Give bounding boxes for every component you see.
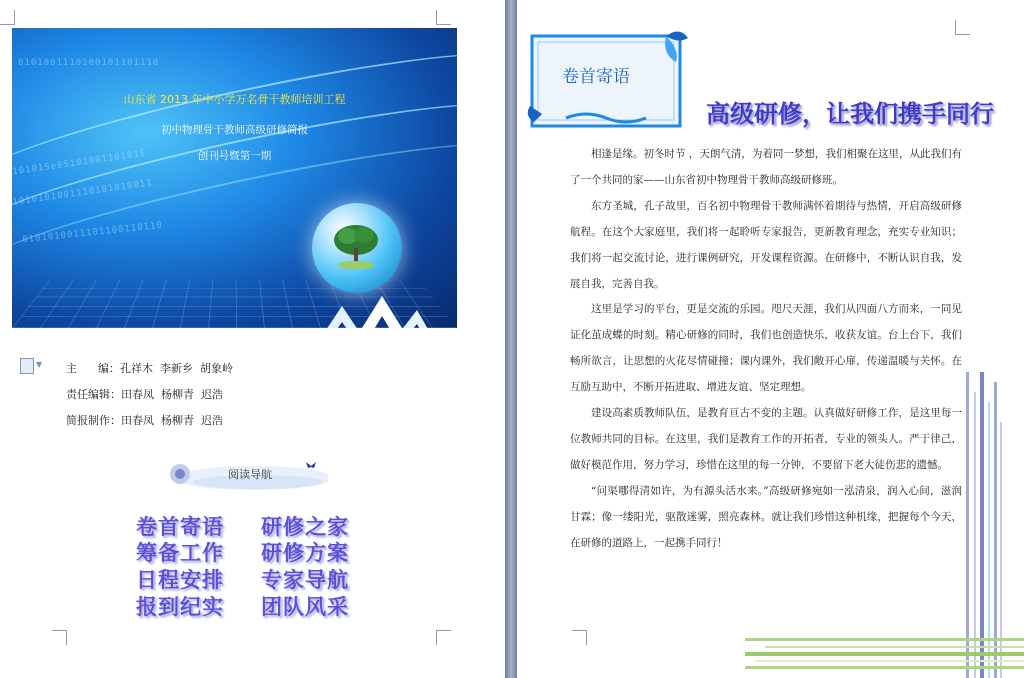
editor-production-line	[66, 412, 223, 428]
page-gap	[505, 0, 517, 678]
crop-mark	[52, 630, 67, 645]
cover-banner	[12, 28, 457, 328]
arrows-graphic	[312, 296, 432, 328]
headline: 高级研修，让我们携手同行	[706, 99, 994, 128]
editor-chief-label: 主 编：	[66, 362, 120, 375]
cover-title-line1: 山东省 2013 年中小学万名骨干教师培训工程	[123, 93, 346, 106]
paragraph: 这里是学习的平台，更是交流的乐园。咫尺天涯，我们从四面八方而来，一同见证化茧成蝶的时刻。精心研修的同时，我们也创造快乐，收获友谊。台上台下，我们畅所欲言，让思想的火花尽情碰撞；课内课外，我们敞开心扉，传递温暖与关怀。在互励互助中，不断开拓进取、增进友谊、坚定理想。	[570, 303, 962, 394]
nav-item[interactable]: 日程安排	[136, 567, 224, 592]
chevron-down-icon[interactable]: ▼	[36, 360, 43, 369]
nav-item[interactable]: 研修之家	[261, 514, 349, 539]
crop-mark	[955, 20, 970, 35]
binary-text: 10101Se0S10100110101S	[12, 148, 147, 178]
editor-chief-names: 孔祥木 李新乡 胡象岭	[119, 362, 233, 375]
binary-text: 0101001110100101101110	[18, 58, 160, 68]
nav-item[interactable]: 卷首寄语	[136, 514, 224, 539]
binary-text: 0101010011101100110110	[21, 220, 164, 246]
cover-title-line3: 创刊号暨第一期	[197, 150, 272, 162]
editor-responsible-label: 责任编辑：	[66, 388, 121, 401]
editor-responsible-names: 田春凤 杨柳青 迟浩	[121, 388, 223, 401]
article-body	[570, 142, 962, 557]
paragraph: 相逢是缘。初冬时节 ，天朗气清，为着同一梦想，我们相聚在这里，从此我们有了一个共同的家——山东省初中物理骨干教师高级研修班。	[570, 148, 962, 186]
frame-label: 卷首寄语	[562, 67, 630, 87]
paragraph: 建设高素质教师队伍，是教育亘古不变的主题。认真做好研修工作，是这里每一位教师共同的目标。在这里，我们是教育工作的开拓者，专业的领头人。严于律己，做好模范作用，努力学习，珍惜在这里的每一分钟，不要留下老大徒伤悲的遗憾。	[570, 407, 962, 471]
editor-production-label: 简报制作：	[66, 414, 121, 427]
crop-mark	[436, 630, 451, 645]
document-icon[interactable]	[20, 358, 34, 374]
binary-text: 1010101001110101010011	[12, 178, 154, 208]
nav-item[interactable]: 筹备工作	[136, 540, 224, 565]
nav-item[interactable]: 研修方案	[261, 540, 349, 565]
paragraph: “问渠哪得清如许，为有源头活水来。”高级研修宛如一泓清泉，润入心间，滋润甘霖；像一缕阳光，驱散迷雾，照亮森林。就让我们珍惜这种机缘，把握每个今天，在研修的道路上，一起携手同行！	[570, 484, 962, 549]
tree-icon	[330, 220, 382, 272]
editor-production-names: 田春凤 杨柳青 迟浩	[121, 414, 223, 427]
nav-item[interactable]: 团队风采	[261, 594, 349, 619]
nav-title: 阅读导航	[228, 468, 272, 481]
crop-mark	[0, 10, 15, 25]
nav-item[interactable]: 报到纪实	[136, 594, 224, 619]
green-stripes-graphic	[745, 628, 1024, 678]
nav-item[interactable]: 专家导航	[261, 567, 349, 592]
crop-mark	[572, 630, 587, 645]
paragraph: 东方圣城，孔子故里，百名初中物理骨干教师满怀着期待与热情，开启高级研修航程。在这个大家庭里，我们将一起聆听专家报告，更新教育理念，充实专业知识；我们将一起交流讨论，进行课例研究，开发课程资源。在研修中，不断认识自我，发展自我，完善自我。	[570, 199, 962, 290]
crop-mark	[436, 10, 451, 25]
cover-title-line2: 初中物理骨干教师高级研修简报	[161, 124, 308, 136]
editor-chief-line	[66, 360, 233, 376]
editor-responsible-line	[66, 386, 223, 402]
